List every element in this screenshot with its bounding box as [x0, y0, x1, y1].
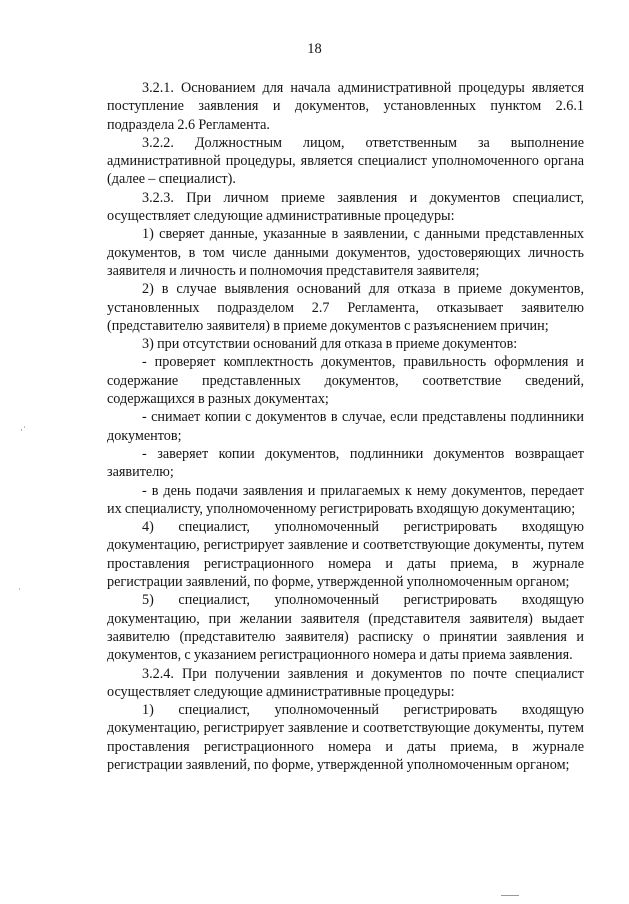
- document-body: [107, 79, 584, 774]
- paragraph-3-2-1: 3.2.1. Основанием для начала административной процедуры является поступление заявления и документов, установленных пунктом 2.6.1 подраздела 2.6 Регламента.: [107, 80, 584, 133]
- list-item-1: 1) сверяет данные, указанные в заявлении, с данными представленных документов, в том числе данными документов, удостоверяющих личность заявителя и личность и полномочия представителя заявителя;: [107, 226, 584, 279]
- scan-speck: ˙: [18, 587, 21, 597]
- dash-item-check: - проверяет комплектность документов, правильность оформления и содержание представленных документов, соответствие сведений, содержащихся в разных документах;: [107, 354, 584, 408]
- list-item-1-mail: 1) специалист, уполномоченный регистрировать входящую документацию, регистрирует заявление и соответствующие документы, путем проставления регистрационного номера и даты приема, в журнале регистрации заявлений, по форме, утвержденной уполномоченным органом;: [107, 702, 584, 773]
- list-item-2: 2) в случае выявления оснований для отказа в приеме документов, установленных подразделом 2.7 Регламента, отказывает заявителю (представителю заявителя) в приеме документов с разъяснением причин;: [107, 281, 584, 334]
- list-item-5: 5) специалист, уполномоченный регистрировать входящую документацию, при желании заявителя (представителя заявителя) выдает заявителю (представителю заявителя) расписку о принятии заявления и документов, с указанием регистрационного номера и даты приема заявления.: [107, 592, 584, 664]
- scan-speck: ·˙: [20, 425, 26, 435]
- dash-item-copies: - снимает копии с документов в случае, если представлены подлинники документов;: [107, 409, 584, 444]
- scan-line: [501, 895, 519, 896]
- dash-item-transfer: - в день подачи заявления и прилагаемых к нему документов, передает их специалисту, уполномоченному регистрировать входящую документацию;: [107, 482, 584, 517]
- list-item-3: 3) при отсутствии оснований для отказа в приеме документов:: [142, 336, 518, 353]
- page-number: 18: [307, 41, 322, 57]
- dash-item-certify: - заверяет копии документов, подлинники документов возвращает заявителю;: [107, 445, 584, 481]
- paragraph-3-2-2: 3.2.2. Должностным лицом, ответственным за выполнение административной процедуры, является специалист уполномоченного органа (далее – специалист).: [107, 134, 584, 188]
- paragraph-3-2-4: 3.2.4. При получении заявления и документов по почте специалист осуществляет следующие административные процедуры:: [107, 665, 584, 700]
- paragraph-3-2-3: 3.2.3. При личном приеме заявления и документов специалист, осуществляет следующие административные процедуры:: [107, 189, 584, 225]
- list-item-4: 4) специалист, уполномоченный регистрировать входящую документацию, регистрирует заявление и соответствующие документы, путем проставления регистрационного номера и даты приема, в журнале регистрации заявлений, по форме, утвержденной уполномоченным органом;: [107, 519, 584, 591]
